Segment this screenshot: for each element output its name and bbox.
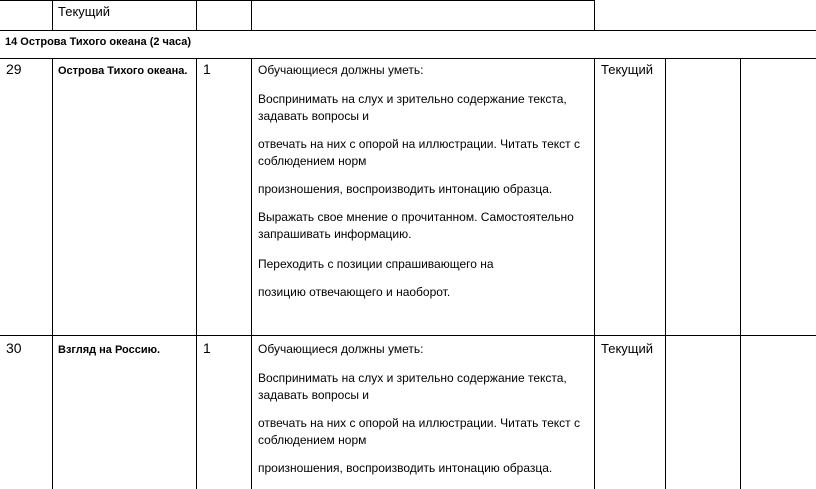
type-cell: Текущий (601, 62, 653, 77)
lesson-hours: 1 (203, 340, 211, 356)
lesson-topic: Острова Тихого океана. (58, 65, 188, 77)
skill-line: задавать вопросы и (258, 388, 370, 402)
type-cell: Текущий (601, 341, 653, 356)
type-cell: Текущий (58, 4, 110, 19)
skill-line: отвечать на них с опорой на иллюстрации. Читать текст с (258, 416, 580, 430)
skill-line: произношения, воспроизводить интонацию образца. (258, 461, 553, 475)
table-border (665, 58, 666, 489)
skill-line: отвечать на них с опорой на иллюстрации. Читать текст с (258, 137, 580, 151)
table-border (251, 58, 252, 489)
table-border (594, 0, 595, 30)
table-border (0, 335, 816, 336)
skill-line: Выражать свое мнение о прочитанном. Самостоятельно (258, 210, 574, 224)
skill-line: соблюдением норм (258, 154, 367, 168)
table-border (740, 58, 741, 489)
lesson-number: 30 (6, 340, 22, 356)
skill-line: запрашивать информацию. (258, 227, 412, 241)
skill-line: позицию отвечающего и наоборот. (258, 285, 451, 299)
section-title: 14 Острова Тихого океана (2 часа) (5, 36, 192, 48)
table-border (0, 58, 816, 59)
lesson-topic: Взгляд на Россию. (58, 344, 161, 356)
skill-line: задавать вопросы и (258, 109, 370, 123)
skill-line: Переходить с позиции спрашивающего на (258, 257, 494, 271)
skill-line: произношения, воспроизводить интонацию образца. (258, 182, 553, 196)
skill-line: Обучающиеся должны уметь: (258, 342, 424, 356)
skill-line: Обучающиеся должны уметь: (258, 63, 424, 77)
table-border (594, 58, 595, 489)
table-border (0, 0, 595, 1)
table-border (0, 30, 816, 31)
table-border (196, 58, 197, 489)
table-border (196, 0, 197, 30)
skill-line: Воспринимать на слух и зрительно содержание текста, (258, 371, 567, 385)
lesson-hours: 1 (203, 61, 211, 77)
table-border (52, 58, 53, 489)
lesson-number: 29 (6, 61, 22, 77)
table-border (251, 0, 252, 30)
table-border (52, 0, 53, 30)
skill-line: Воспринимать на слух и зрительно содержание текста, (258, 92, 567, 106)
skill-line: соблюдением норм (258, 433, 367, 447)
